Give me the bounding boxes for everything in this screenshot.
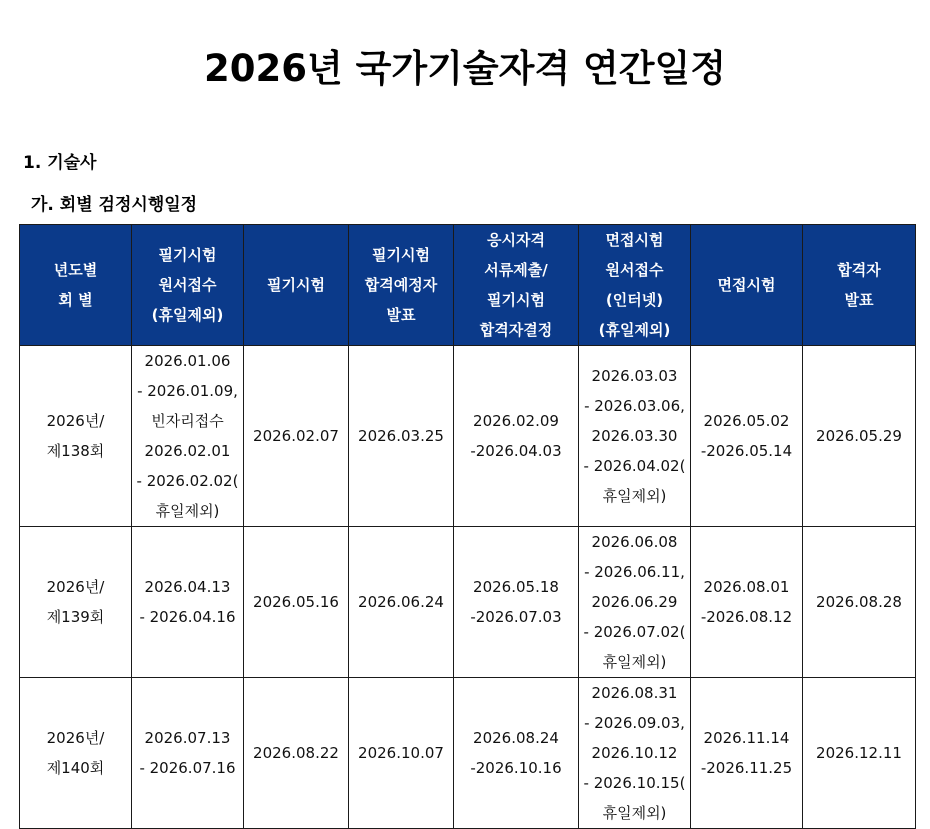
header-written-result: 필기시험 합격예정자 발표: [349, 225, 454, 346]
page-title: 2026년 국가기술자격 연간일정: [204, 47, 726, 90]
header-interview-exam: 면접시험: [691, 225, 803, 346]
cell-written-exam: 2026.02.07: [244, 346, 349, 527]
cell-final-result: 2026.08.28: [803, 527, 916, 678]
cell-written-result: 2026.06.24: [349, 527, 454, 678]
cell-interview-exam: 2026.05.02 -2026.05.14: [691, 346, 803, 527]
table-row: [20, 527, 916, 678]
table-row: [20, 678, 916, 829]
cell-written-exam: 2026.05.16: [244, 527, 349, 678]
cell-written-exam: 2026.08.22: [244, 678, 349, 829]
cell-written-application: 2026.07.13 - 2026.07.16: [132, 678, 244, 829]
cell-final-result: 2026.05.29: [803, 346, 916, 527]
section-heading: 1. 기술사: [23, 153, 97, 173]
cell-document-submission: 2026.05.18 -2026.07.03: [454, 527, 579, 678]
cell-document-submission: 2026.02.09 -2026.04.03: [454, 346, 579, 527]
table-row: [20, 346, 916, 527]
cell-interview-application: 2026.03.03 - 2026.03.06, 2026.03.30 - 2026.04.02( 휴일제외): [579, 346, 691, 527]
cell-written-application: 2026.01.06 - 2026.01.09, 빈자리접수 2026.02.01 - 2026.02.02( 휴일제외): [132, 346, 244, 527]
cell-final-result: 2026.12.11: [803, 678, 916, 829]
cell-round: 2026년/ 제139회: [20, 527, 132, 678]
cell-written-application: 2026.04.13 - 2026.04.16: [132, 527, 244, 678]
cell-interview-application: 2026.08.31 - 2026.09.03, 2026.10.12 - 2026.10.15( 휴일제외): [579, 678, 691, 829]
header-document-submission: 응시자격 서류제출/ 필기시험 합격자결정: [454, 225, 579, 346]
header-final-result: 합격자 발표: [803, 225, 916, 346]
cell-document-submission: 2026.08.24 -2026.10.16: [454, 678, 579, 829]
cell-interview-application: 2026.06.08 - 2026.06.11, 2026.06.29 - 2026.07.02( 휴일제외): [579, 527, 691, 678]
header-year-round: 년도별 회 별: [20, 225, 132, 346]
header-written-application: 필기시험 원서접수 (휴일제외): [132, 225, 244, 346]
schedule-table: [19, 224, 916, 829]
header-written-exam: 필기시험: [244, 225, 349, 346]
cell-round: 2026년/ 제140회: [20, 678, 132, 829]
cell-interview-exam: 2026.11.14 -2026.11.25: [691, 678, 803, 829]
cell-written-result: 2026.10.07: [349, 678, 454, 829]
cell-written-result: 2026.03.25: [349, 346, 454, 527]
header-interview-application: 면접시험 원서접수 (인터넷) (휴일제외): [579, 225, 691, 346]
table-header-row: [20, 225, 916, 346]
cell-round: 2026년/ 제138회: [20, 346, 132, 527]
subsection-heading: 가. 회별 검정시행일정: [31, 195, 198, 215]
cell-interview-exam: 2026.08.01 -2026.08.12: [691, 527, 803, 678]
